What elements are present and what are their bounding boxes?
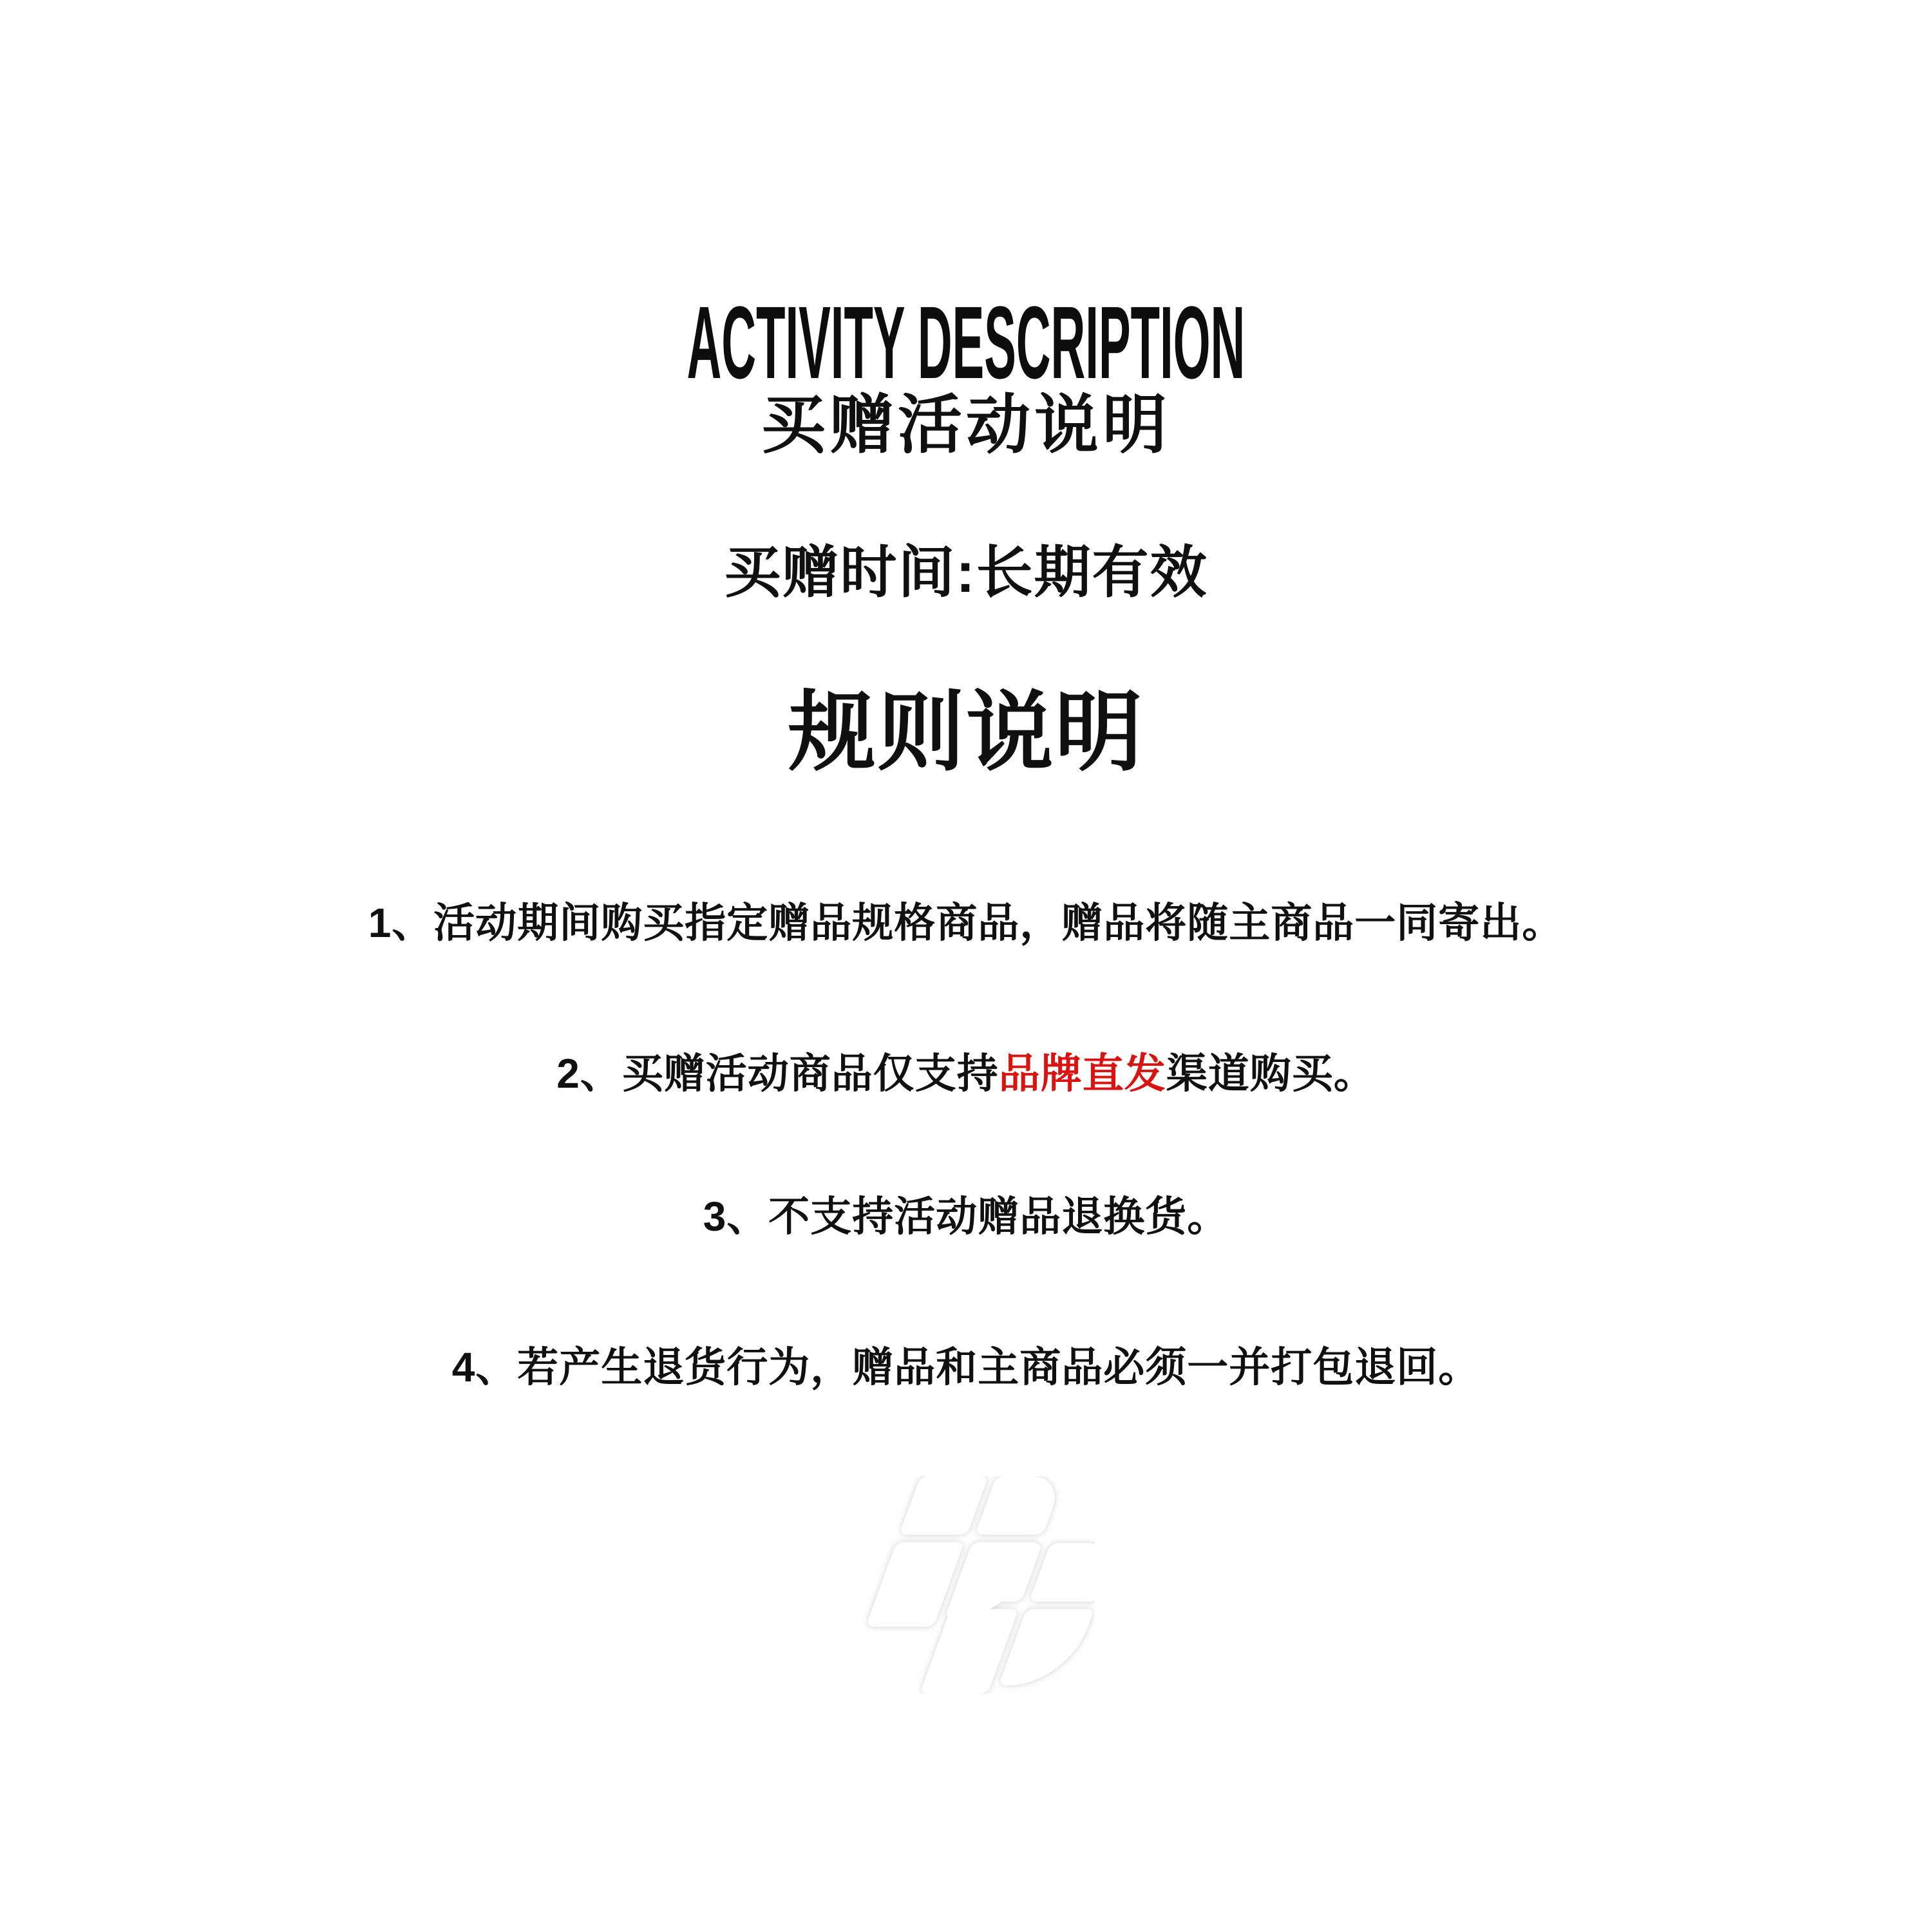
rule-2-text: 2、买赠活动商品仅支持: [556, 1050, 999, 1097]
rule-4-text: 4、若产生退货行为，赠品和主商品必须一并打包退回。: [451, 1344, 1481, 1390]
rules-heading: 规则说明: [788, 683, 1144, 781]
rule-item-2: [0, 1050, 1932, 1097]
rule-item-4: [0, 1344, 1932, 1390]
rule-item-3: [0, 1193, 1932, 1240]
promo-period-line: 买赠时间:长期有效: [724, 540, 1208, 604]
brand-logo-watermark-icon: [857, 1476, 1095, 1694]
rule-item-1: [0, 900, 1932, 946]
page-title-zh: 买赠活动说明: [761, 389, 1171, 461]
page-title-en: [0, 285, 1932, 400]
rule-2-highlight: 品牌直发: [998, 1050, 1166, 1097]
page-title-en-text: ACTIVITY DESCRIPTION: [687, 285, 1245, 400]
rule-1-text: 1、活动期间购买指定赠品规格商品，赠品将随主商品一同寄出。: [368, 900, 1564, 946]
rule-3-text: 3、不支持活动赠品退换货。: [703, 1193, 1229, 1240]
rule-2-tail: 渠道购买。: [1166, 1050, 1376, 1097]
